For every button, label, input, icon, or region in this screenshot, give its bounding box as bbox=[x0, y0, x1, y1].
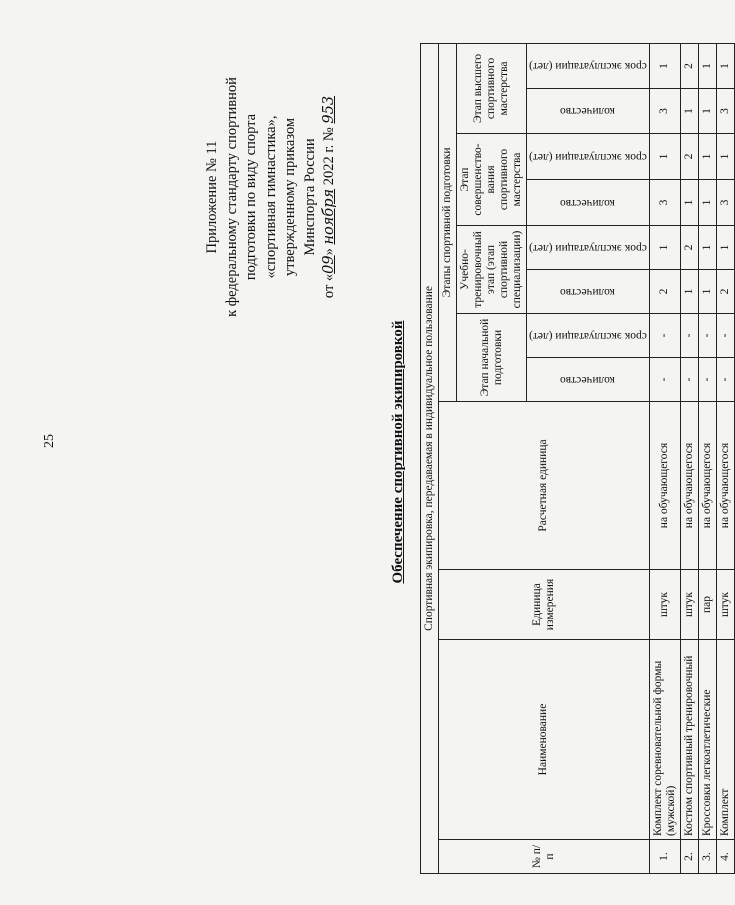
row-value: 3 bbox=[716, 180, 734, 226]
row-value: 3 bbox=[649, 89, 680, 134]
row-value: - bbox=[698, 314, 716, 358]
header-no: № п/п bbox=[439, 840, 650, 874]
header-unit: Единица измерения bbox=[439, 570, 650, 640]
header-stages: Этапы спортивной подготовки bbox=[439, 43, 457, 401]
equipment-table bbox=[420, 43, 735, 874]
header-stage-training: Учебно-тренировочный этап (этап спортивной специализации) bbox=[457, 226, 527, 314]
row-value: 1 bbox=[649, 226, 680, 270]
order-number: 953 bbox=[321, 95, 337, 124]
row-unit: штук bbox=[680, 570, 698, 640]
order-year: 2022 г. № bbox=[321, 123, 337, 189]
header-name: Наименование bbox=[439, 640, 650, 840]
appendix-line-5: утвержденному приказом bbox=[282, 117, 298, 277]
row-unit: штук bbox=[716, 570, 734, 640]
header-qty: количество bbox=[527, 89, 650, 134]
header-term: срок эксплуатации (лет) bbox=[527, 134, 650, 180]
header-term: срок эксплуатации (лет) bbox=[527, 43, 650, 88]
row-value: 3 bbox=[716, 89, 734, 134]
row-no: 3. bbox=[698, 840, 716, 874]
row-calc-unit: на обучающегося bbox=[698, 402, 716, 570]
order-date-line bbox=[320, 32, 340, 362]
row-calc-unit: на обучающегося bbox=[716, 402, 734, 570]
row-value: 1 bbox=[716, 134, 734, 180]
row-value: - bbox=[698, 358, 716, 402]
appendix-line-1: Приложение № 11 bbox=[204, 140, 220, 254]
table-caption: Спортивная экипировка, передаваемая в индивидуальное пользование bbox=[421, 43, 439, 873]
row-no: 4. bbox=[716, 840, 734, 874]
appendix-block bbox=[203, 32, 340, 362]
appendix-line-6: Минспорта России bbox=[301, 138, 318, 256]
order-month: ноября bbox=[321, 188, 337, 245]
header-term: срок эксплуатации (лет) bbox=[527, 226, 650, 270]
header-stage-improvement: Этап совершенство-вания спортивного мастерства bbox=[457, 134, 527, 226]
row-value: 1 bbox=[716, 226, 734, 270]
table-row bbox=[680, 43, 698, 873]
header-stage-highest: Этап высшего спортивного мастерства bbox=[457, 43, 527, 133]
row-value: 1 bbox=[698, 180, 716, 226]
page-number: 25 bbox=[42, 434, 57, 448]
row-value: - bbox=[680, 358, 698, 402]
row-name: Костюм спортивный тренировочный bbox=[680, 640, 698, 840]
row-value: 2 bbox=[649, 270, 680, 314]
rotated-page-content bbox=[195, 12, 731, 892]
row-value: 1 bbox=[698, 89, 716, 134]
table-row bbox=[716, 43, 734, 873]
row-value: 1 bbox=[698, 134, 716, 180]
appendix-line-2: к федеральному стандарту спортивной bbox=[223, 77, 240, 317]
row-name: Комплект соревновательной формы (мужской) bbox=[649, 640, 680, 840]
order-day: 09 bbox=[321, 255, 337, 274]
document-title: Обеспечение спортивной экипировкой bbox=[390, 320, 406, 584]
row-name: Комплект bbox=[716, 640, 734, 840]
row-calc-unit: на обучающегося bbox=[680, 402, 698, 570]
order-date-mid: » bbox=[321, 244, 337, 256]
appendix-line-3: подготовки по виду спорта bbox=[243, 113, 259, 281]
row-value: 1 bbox=[649, 43, 680, 88]
row-value: 2 bbox=[680, 226, 698, 270]
row-value: 1 bbox=[649, 134, 680, 180]
row-no: 1. bbox=[649, 840, 680, 874]
row-value: 2 bbox=[680, 134, 698, 180]
row-value: 1 bbox=[680, 270, 698, 314]
row-value: 1 bbox=[716, 43, 734, 88]
row-unit: пар bbox=[698, 570, 716, 640]
header-qty: количество bbox=[527, 358, 650, 402]
header-qty: количество bbox=[527, 270, 650, 314]
row-value: 3 bbox=[649, 180, 680, 226]
row-value: 1 bbox=[698, 270, 716, 314]
row-value: - bbox=[680, 314, 698, 358]
header-stage-initial: Этап начальной подготовки bbox=[457, 314, 527, 402]
header-qty: количество bbox=[527, 180, 650, 226]
row-value: 1 bbox=[698, 43, 716, 88]
row-value: 1 bbox=[680, 89, 698, 134]
row-value: - bbox=[649, 314, 680, 358]
header-term: срок эксплуатации (лет) bbox=[527, 314, 650, 358]
appendix-line-4: «спортивная гимнастика», bbox=[262, 115, 279, 279]
row-value: 2 bbox=[680, 43, 698, 88]
order-date-prefix: от « bbox=[321, 273, 337, 299]
table-row bbox=[649, 43, 680, 873]
row-no: 2. bbox=[680, 840, 698, 874]
table-row bbox=[698, 43, 716, 873]
header-calc-unit: Расчетная единица bbox=[439, 402, 650, 570]
row-value: - bbox=[649, 358, 680, 402]
row-value: 2 bbox=[716, 270, 734, 314]
row-name: Кроссовки легкоатлетические bbox=[698, 640, 716, 840]
row-value: - bbox=[716, 314, 734, 358]
row-calc-unit: на обучающегося bbox=[649, 402, 680, 570]
row-value: 1 bbox=[698, 226, 716, 270]
row-value: - bbox=[716, 358, 734, 402]
row-unit: штук bbox=[649, 570, 680, 640]
row-value: 1 bbox=[680, 180, 698, 226]
